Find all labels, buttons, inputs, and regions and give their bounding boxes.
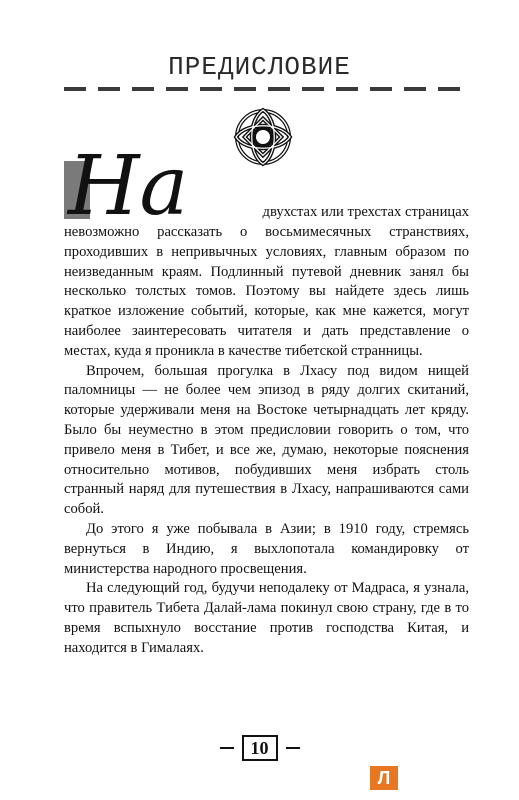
page-number-dash-left	[220, 747, 234, 749]
paragraph-1-rest: невозможно рассказать о восьмимесячных странствиях, проходивших в непривычных условиях, главным образом по неизведанным краям. Подлинный путевой дневник занял бы несколько толстых томов. Поэтому вы найдете здесь лишь краткое изложение событий, которые, как мне кажется, могут наиболее заинтересовать читателя и дать представление о местах, куда я проникла в качестве тибетской странницы.	[64, 224, 469, 359]
page-number: 10	[242, 735, 278, 761]
celtic-knot-icon	[230, 104, 296, 170]
dropcap: На	[68, 139, 189, 234]
publisher-logo-letter: Л	[377, 768, 391, 788]
page-number-dash-right	[286, 747, 300, 749]
body-text	[64, 223, 469, 659]
paragraph-4: На следующий год, будучи неподалеку от Мадраса, я узнала, что правитель Тибета Далай-лама покинул свою страну, где в то время вспыхнуло восстание против господства Китая, и находится в Гималаях.	[64, 580, 469, 656]
page-heading: ПРЕДИСЛОВИЕ	[168, 52, 351, 82]
page-number-footer	[0, 735, 519, 761]
publisher-logo	[370, 766, 398, 790]
paragraph-3: До этого я уже побывала в Азии; в 1910 году, стремясь вернуться в Индию, я выхлопотала командировку от министерства народного просвещения.	[64, 520, 469, 577]
first-line-text: двухстах или трехстах страницах	[262, 204, 469, 220]
heading-dash-rule	[64, 87, 469, 91]
paragraph-2: Впрочем, большая прогулка в Лхасу под видом нищей паломницы — не более чем эпизод в ряду долгих скитаний, которые удерживали меня на Востоке четырнадцать лет кряду. Было бы неуместно в этом предисловии говорить о том, что привело меня в Тибет, и все же, думаю, некоторые пояснения относительно мотивов, побудивших меня избрать столь странный наряд для путешествия в Лхасу, напрашиваются сами собой.	[64, 362, 469, 518]
